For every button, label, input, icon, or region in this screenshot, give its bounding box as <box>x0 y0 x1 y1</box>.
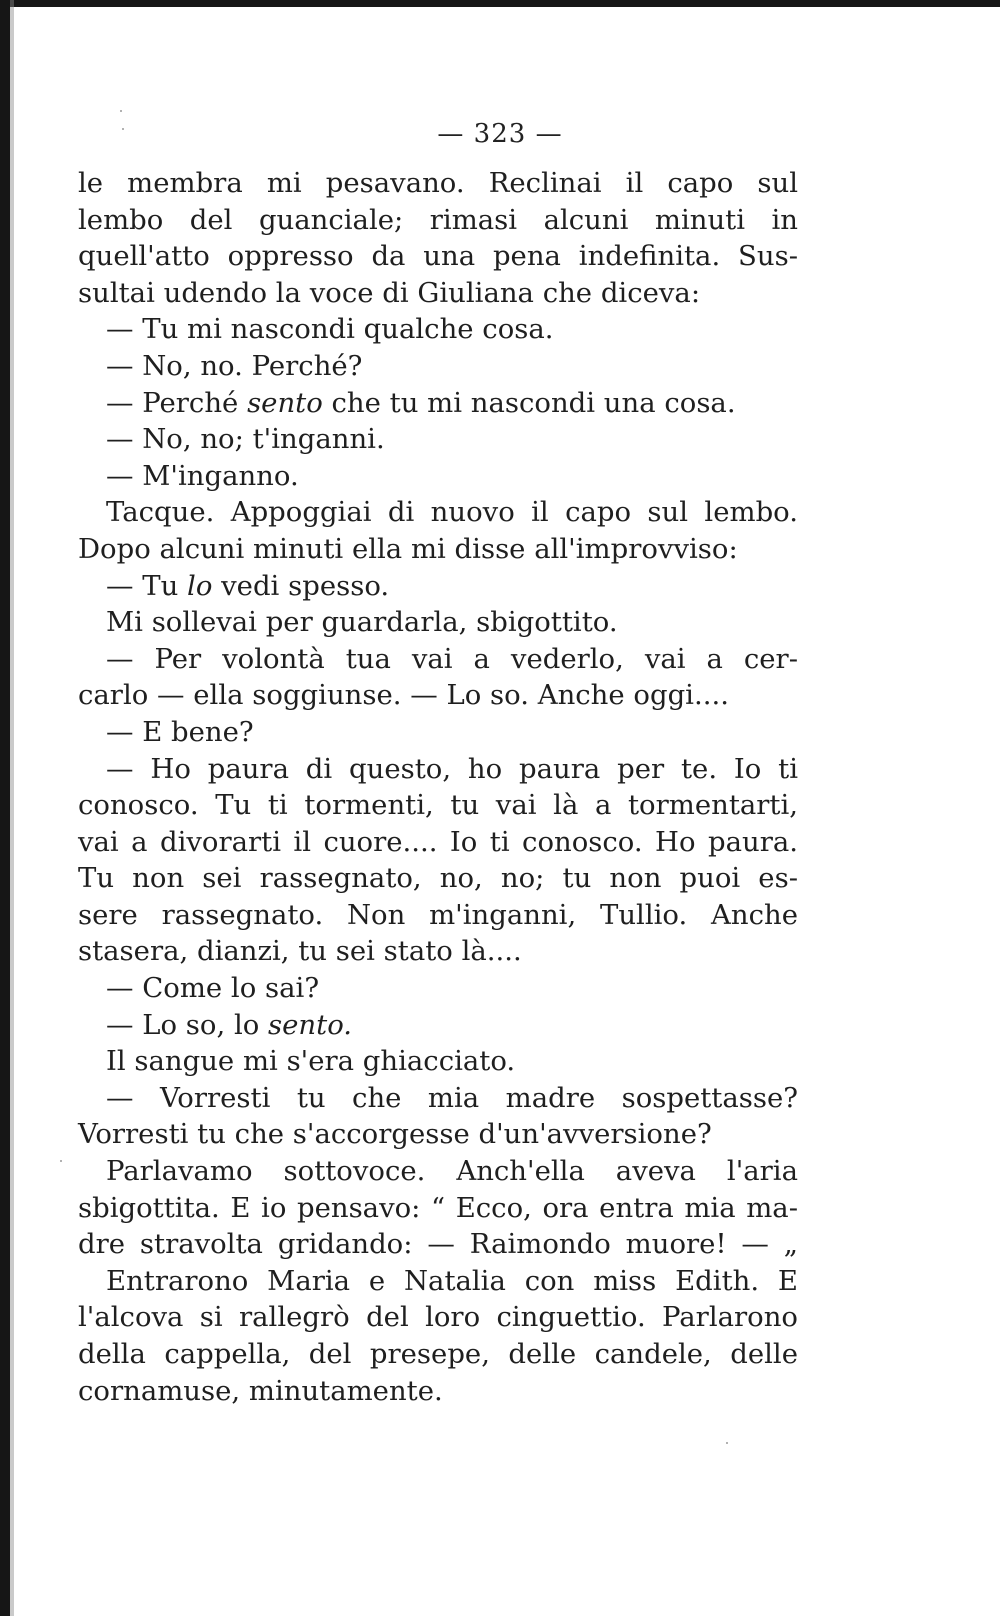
text-line: della cappella, del presepe, delle candele, delle <box>78 1338 798 1370</box>
text-line: Tacque. Appoggiai di nuovo il capo sul lembo. <box>106 496 798 529</box>
emphasis-text: sento <box>247 386 323 419</box>
text-line: dre stravolta gridando: — Raimondo muore! — „ <box>78 1228 798 1261</box>
text-line: cornamuse, minutamente. <box>78 1374 443 1407</box>
paper-speck <box>120 110 122 112</box>
page-number: — 323 — <box>437 119 563 149</box>
text-line: carlo — ella soggiunse. — Lo so. Anche oggi.... <box>78 679 729 712</box>
dialogue-line <box>78 1007 798 1044</box>
dialogue-line: — M'inganno. <box>106 459 299 492</box>
dialogue-line: — No, no. Perché? <box>106 349 363 382</box>
text-line: conosco. Tu ti tormenti, tu vai là a tormentarti, <box>78 789 798 822</box>
text-line: vai a divorarti il cuore.... Io ti conosco. Ho paura. <box>78 825 798 858</box>
emphasis-text: lo <box>187 569 213 602</box>
dialogue-text: che tu mi nascondi una cosa. <box>322 386 736 419</box>
dialogue-line: — No, no; t'inganni. <box>106 423 385 456</box>
dialogue-line: — Vorresti tu che mia madre sospettasse? <box>106 1081 798 1114</box>
text-line: lembo del guanciale; rimasi alcuni minuti in <box>78 203 798 236</box>
dialogue-line: — Come lo sai? <box>106 972 320 1005</box>
text-line: Dopo alcuni minuti ella mi disse all'improvviso: <box>78 532 738 565</box>
text-line: stasera, dianzi, tu sei stato là.... <box>78 935 522 968</box>
text-line: quell'atto oppresso da una pena indefinita. Sus- <box>78 240 798 273</box>
text-line: le membra mi pesavano. Reclinai il capo sul <box>78 167 798 199</box>
dialogue-line: — Ho paura di questo, ho paura per te. Io ti <box>106 752 798 785</box>
text-line: Il sangue mi s'era ghiacciato. <box>106 1045 516 1078</box>
text-line: sultai udendo la voce di Giuliana che diceva: <box>78 276 701 309</box>
paper-speck <box>60 1160 62 1162</box>
text-line: Tu non sei rassegnato, no, no; tu non puoi es- <box>78 862 798 895</box>
dialogue-text: — Tu <box>106 569 188 602</box>
text-line: Entrarono Maria e Natalia con miss Edith. E <box>106 1264 798 1297</box>
dialogue-line: — Per volontà tua vai a vederlo, vai a cer- <box>106 642 798 675</box>
dialogue-text: — Perché <box>106 386 248 419</box>
scan-left-shadow <box>10 0 14 1616</box>
text-line: Vorresti tu che s'accorgesse d'un'avversione? <box>78 1118 712 1151</box>
text-line: l'alcova si rallegrò del loro cinguettio. Parlarono <box>78 1301 798 1334</box>
dialogue-text: vedi spesso. <box>212 569 390 602</box>
dialogue-line <box>78 385 798 422</box>
emphasis-text: sento. <box>268 1008 353 1041</box>
dialogue-line: — E bene? <box>106 715 254 748</box>
text-line: Mi sollevai per guardarla, sbigottito. <box>106 606 618 639</box>
text-line: sere rassegnato. Non m'inganni, Tullio. Anche <box>78 898 798 931</box>
dialogue-line <box>78 568 798 605</box>
text-line: Parlavamo sottovoce. Anch'ella aveva l'aria <box>106 1155 798 1188</box>
scan-left-edge <box>0 0 10 1616</box>
dialogue-line: — Tu mi nascondi qualche cosa. <box>106 313 554 346</box>
body-text <box>78 165 798 1409</box>
scan-top-edge <box>0 0 1000 7</box>
paper-speck <box>726 1442 728 1444</box>
dialogue-text: — Lo so, lo <box>106 1008 269 1041</box>
text-line: sbigottita. E io pensavo: “ Ecco, ora entra mia ma- <box>78 1191 798 1224</box>
